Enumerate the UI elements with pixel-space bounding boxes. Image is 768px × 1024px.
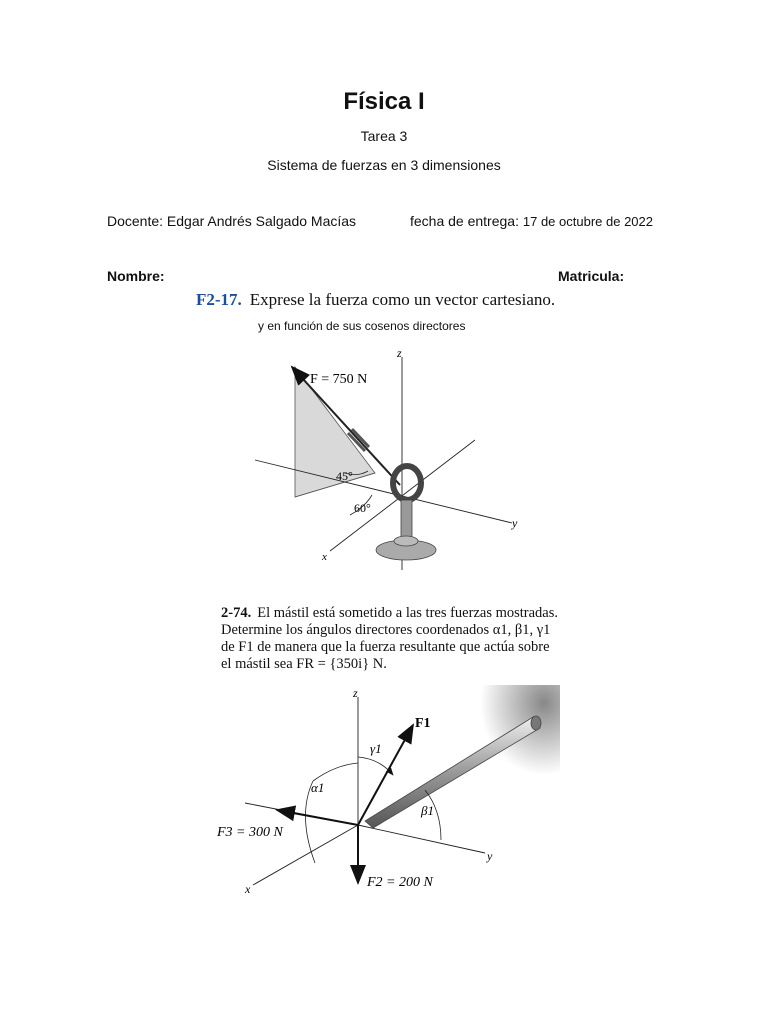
page-title: Física I [343,88,425,115]
force-label: F = 750 N [310,372,368,387]
x-axis-label: x [245,882,251,896]
due-date-value: 17 de octubre de 2022 [522,214,653,229]
z-axis-label: z [353,686,358,700]
problem-1-statement [196,290,555,310]
y-axis-line [358,825,485,853]
problem-2-number: 2-74. [221,605,252,621]
due-date-label: fecha de entrega: [410,213,519,229]
y-axis-label: y [487,849,493,863]
beta-label: β1 [421,803,434,818]
student-id-label: Matricula: [558,268,625,284]
y-axis-label: y [512,516,518,530]
problem-1-number: F2-17. [196,290,242,309]
f3-label: F3 = 300 N [217,825,283,840]
due-date [410,213,653,229]
gamma-label: γ1 [370,741,382,756]
problem-2-text: El mástil está sometido a las tres fuerzas mostradas. Determine los ángulos directores coordenados α1, β1, γ1 de F1 de manera que la fuerza resultante que actúa sobre el mástil sea FR = {350i} N. [221,605,559,672]
x-axis-label: x [322,551,327,563]
f1-label: F1 [415,716,431,731]
assignment-topic: Sistema de fuerzas en 3 dimensiones [267,157,501,173]
f2-label: F2 = 200 N [367,875,433,890]
alpha-label: α1 [311,780,325,795]
angle-60-label: 60° [354,501,371,515]
teacher-line: Docente: Edgar Andrés Salgado Macías [107,213,357,229]
name-label: Nombre: [107,268,165,284]
f3-vector [277,810,358,825]
z-axis-label: z [397,346,402,360]
y-axis-line [255,460,512,523]
assignment-number: Tarea 3 [360,128,408,144]
figure-2-mast [215,685,560,910]
figure-1-eyebolt [250,345,540,585]
problem-1-text: Exprese la fuerza como un vector cartesiano. [249,290,556,309]
problem-1-extra: y en función de sus cosenos directores [258,319,466,333]
problem-2-statement [221,605,561,673]
angle-45-label: 45° [336,469,353,483]
